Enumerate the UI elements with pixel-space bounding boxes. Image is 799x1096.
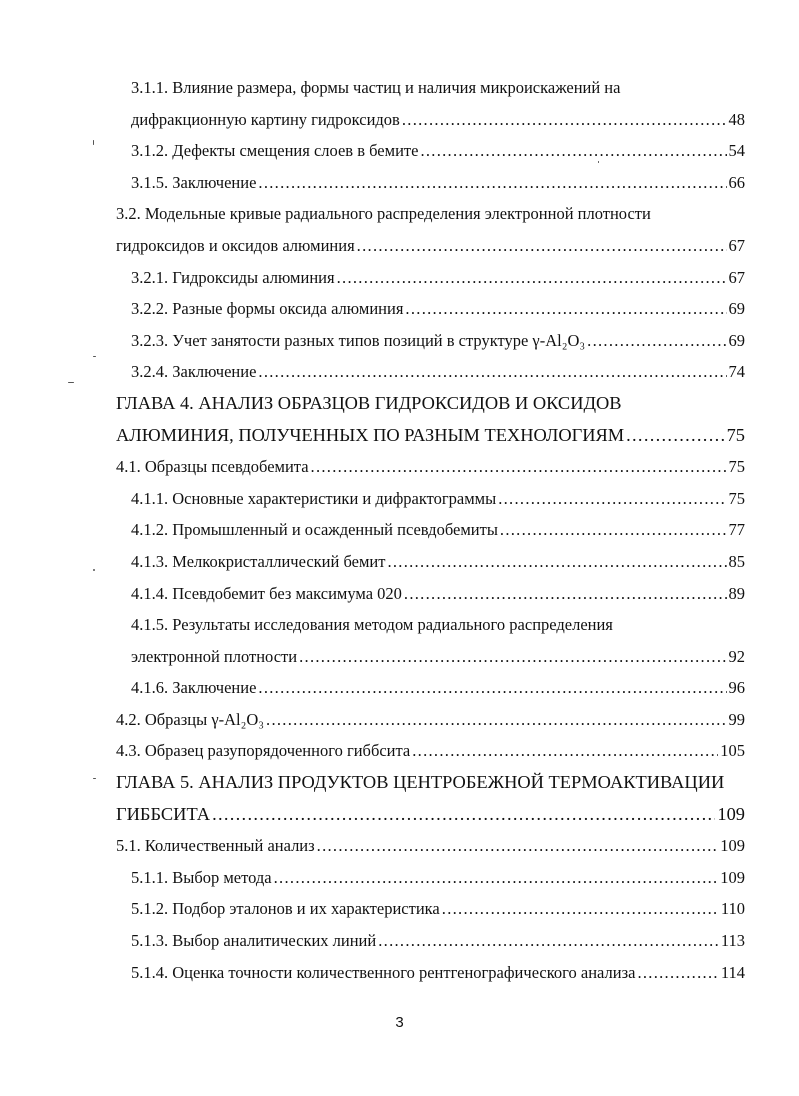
toc-entry-title: гидроксидов и оксидов алюминия: [116, 235, 355, 255]
toc-leader-dots: [299, 641, 726, 673]
page-number: 3: [395, 1014, 404, 1031]
toc-entry-title: 3.1.5. Заключение: [131, 172, 257, 192]
toc-entry: [0, 925, 799, 957]
toc-entry-page: 75: [726, 424, 745, 445]
toc-entry: [0, 704, 799, 736]
toc-entry: [0, 641, 799, 673]
toc-leader-dots: [412, 735, 718, 767]
toc-entry-page: 75: [728, 488, 745, 508]
toc-leader-dots: [357, 230, 727, 262]
toc-entry-page: 75: [728, 457, 745, 477]
toc-entry-page: 67: [728, 235, 745, 255]
toc-entry-page: 96: [728, 678, 745, 698]
scan-speck: [93, 356, 96, 357]
toc-entry-page: 110: [720, 899, 745, 919]
scan-speck: [68, 382, 74, 383]
toc-entry: [0, 262, 799, 294]
toc-entry-title: 3.2.2. Разные формы оксида алюминия: [131, 299, 404, 319]
toc-entry: [0, 514, 799, 546]
toc-entry-title: 5.1.3. Выбор аналитических линий: [131, 931, 377, 951]
toc-entry: [0, 578, 799, 610]
toc-entry-title: 3.1.1. Влияние размера, формы частиц и наличия микроискажений на: [131, 78, 621, 97]
toc-leader-dots: [442, 893, 719, 925]
toc-leader-dots: [500, 514, 727, 546]
toc-entry: [0, 735, 799, 767]
toc-entry-title: 3.2. Модельные кривые радиального распределения электронной плотности: [116, 204, 651, 224]
toc-entry: [0, 420, 799, 452]
toc-entry-page: 77: [728, 520, 745, 540]
toc-entry-page: 74: [728, 362, 745, 382]
toc-entry: [0, 325, 799, 357]
toc-entry-page: 114: [720, 962, 745, 982]
table-of-contents: [0, 72, 799, 988]
toc-entry-title: 4.1.3. Мелкокристаллический бемит: [131, 551, 386, 571]
toc-entry-title: 4.1.2. Промышленный и осажденный псевдобемиты: [131, 520, 498, 540]
toc-leader-dots: [405, 293, 726, 325]
toc-entry-title: 5.1.2. Подбор эталонов и их характеристика: [131, 899, 440, 919]
toc-entry-title: ГЛАВА 5. АНАЛИЗ ПРОДУКТОВ ЦЕНТРОБЕЖНОЙ ТЕРМОАКТИВАЦИИ: [116, 772, 725, 793]
toc-entry-page: 92: [728, 646, 745, 666]
toc-leader-dots: [266, 704, 726, 736]
toc-entry: [0, 546, 799, 578]
toc-entry-title: ГЛАВА 4. АНАЛИЗ ОБРАЗЦОВ ГИДРОКСИДОВ И ОКСИДОВ: [116, 392, 622, 413]
toc-entry-page: 99: [728, 709, 745, 729]
toc-entry-page: 109: [720, 836, 745, 856]
toc-entry: [0, 893, 799, 925]
toc-entry-title: 4.1.4. Псевдобемит без максимума 020: [131, 583, 402, 603]
toc-entry-title: АЛЮМИНИЯ, ПОЛУЧЕННЫХ ПО РАЗНЫМ ТЕХНОЛОГИЯМ: [116, 424, 625, 445]
toc-entry-title: 4.1.5. Результаты исследования методом радиального распределения: [131, 615, 613, 635]
toc-leader-dots: [626, 420, 724, 452]
toc-leader-dots: [337, 262, 727, 294]
scan-speck: [93, 569, 95, 571]
toc-entry-page: 105: [720, 741, 745, 761]
toc-entry-title: 4.1. Образцы псевдобемита: [116, 457, 309, 477]
toc-entry: [0, 388, 799, 420]
toc-leader-dots: [212, 799, 715, 831]
toc-entry: [0, 957, 799, 989]
toc-entry: [0, 609, 799, 641]
scan-speck: [93, 778, 96, 779]
toc-entry-page: 67: [728, 267, 745, 287]
toc-entry-title: ГИББСИТА: [116, 803, 211, 824]
toc-entry: [0, 483, 799, 515]
toc-entry-title: 3.2.4. Заключение: [131, 362, 257, 382]
toc-entry-page: 109: [717, 803, 745, 824]
toc-entry-title: электронной плотности: [131, 646, 298, 666]
toc-entry-title: 4.3. Образец разупорядоченного гиббсита: [116, 741, 411, 761]
toc-entry-page: 85: [728, 551, 745, 571]
toc-leader-dots: [311, 451, 727, 483]
scan-speck: [598, 161, 599, 163]
toc-leader-dots: [498, 483, 726, 515]
toc-leader-dots: [317, 830, 719, 862]
toc-entry: [0, 104, 799, 136]
toc-entry-page: 48: [728, 109, 745, 129]
toc-entry: [0, 862, 799, 894]
toc-leader-dots: [637, 957, 718, 989]
toc-leader-dots: [258, 672, 726, 704]
toc-entry-title: 5.1.1. Выбор метода: [131, 867, 272, 887]
toc-leader-dots: [420, 135, 726, 167]
toc-entry-page: 113: [720, 931, 745, 951]
toc-leader-dots: [404, 578, 727, 610]
toc-leader-dots: [258, 167, 726, 199]
toc-entry: [0, 167, 799, 199]
toc-leader-dots: [587, 325, 726, 357]
toc-entry: [0, 293, 799, 325]
toc-entry-title: 4.1.6. Заключение: [131, 678, 257, 698]
toc-entry-title: 5.1. Количественный анализ: [116, 836, 315, 856]
toc-entry: [0, 799, 799, 831]
toc-leader-dots: [387, 546, 726, 578]
toc-entry-page: 89: [728, 583, 745, 603]
toc-entry: [0, 356, 799, 388]
toc-entry-page: 69: [728, 330, 745, 350]
toc-entry-title: 4.2. Образцы γ-Al₂O₃: [116, 709, 265, 729]
toc-entry-title: 3.2.3. Учет занятости разных типов позиций в структуре γ-Al₂O₃: [131, 330, 586, 350]
toc-entry-page: 66: [728, 172, 745, 192]
toc-entry: [0, 451, 799, 483]
toc-entry-title: дифракционную картину гидроксидов: [131, 109, 400, 129]
toc-entry: [0, 767, 799, 799]
scan-speck: [93, 140, 94, 145]
toc-entry: [0, 672, 799, 704]
toc-entry: [0, 72, 799, 104]
toc-entry-title: 3.1.2. Дефекты смещения слоев в бемите: [131, 141, 419, 161]
toc-entry-page: 54: [728, 141, 745, 161]
toc-entry-page: 69: [728, 299, 745, 319]
toc-leader-dots: [402, 104, 727, 136]
toc-leader-dots: [258, 356, 726, 388]
toc-entry-title: 3.2.1. Гидроксиды алюминия: [131, 267, 335, 287]
toc-entry: [0, 830, 799, 862]
toc-entry-title: 5.1.4. Оценка точности количественного рентгенографического анализа: [131, 962, 636, 982]
toc-leader-dots: [274, 862, 719, 894]
toc-entry: [0, 230, 799, 262]
toc-entry: [0, 198, 799, 230]
toc-entry-page: 109: [720, 867, 745, 887]
toc-entry: [0, 135, 799, 167]
toc-entry-title: 4.1.1. Основные характеристики и дифрактограммы: [131, 488, 497, 508]
toc-leader-dots: [378, 925, 719, 957]
